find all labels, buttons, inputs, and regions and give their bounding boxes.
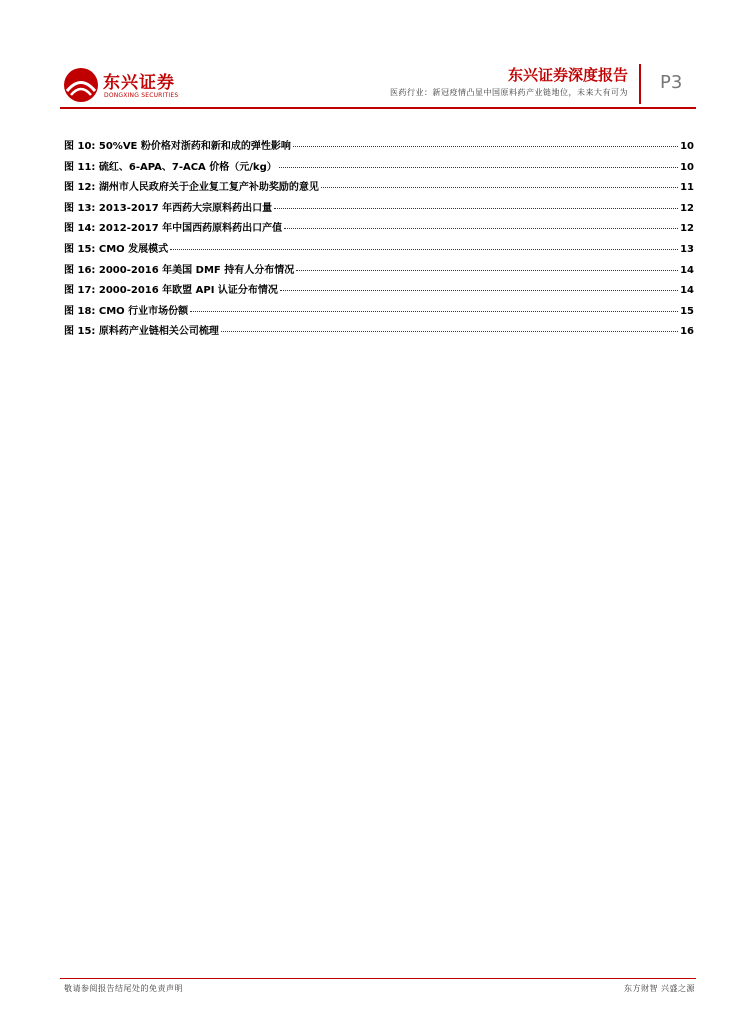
toc-leader [190,311,678,312]
header-rule [60,107,696,109]
toc-entry[interactable] [64,240,694,261]
logo-emblem-icon [62,66,100,104]
toc-entry-label: 图 13: 2013-2017 年西药大宗原料药出口量 [64,202,273,214]
logo-text-en: DONGXING SECURITIES [104,92,179,99]
toc-leader [284,228,678,229]
toc-entry-label: 图 18: CMO 行业市场份额 [64,305,189,317]
company-logo [62,66,192,106]
toc-entry-label: 图 11: 硫红、6-APA、7-ACA 价格（元/kg） [64,161,277,173]
footer-rule [60,978,696,979]
toc-entry-page: 15 [680,305,694,317]
toc-leader [296,270,678,271]
toc-entry-page: 11 [680,182,694,194]
report-subtitle: 医药行业：新冠疫情凸显中国原料药产业链地位，未来大有可为 [390,88,628,97]
toc-entry-label: 图 10: 50%VE 粉价格对浙药和新和成的弹性影响 [64,141,291,152]
toc-entry-label: 图 15: CMO 发展模式 [64,243,169,255]
toc-entry-page: 10 [680,161,694,173]
toc-leader [221,331,678,332]
toc-entry[interactable] [64,178,694,199]
toc-leader [279,167,678,168]
header-divider [639,64,641,104]
company-slogan: 东方财智 兴盛之源 [623,984,695,993]
toc-entry-page: 14 [680,264,694,276]
toc-entry[interactable] [64,199,694,220]
toc-entry-label: 图 17: 2000-2016 年欧盟 API 认证分布情况 [64,285,278,297]
toc-leader [293,146,678,147]
toc-entry[interactable] [64,261,694,282]
toc-entry-label: 图 14: 2012-2017 年中国西药原料药出口产值 [64,223,283,235]
toc-entry-label: 图 16: 2000-2016 年美国 DMF 持有人分布情况 [64,264,295,276]
toc-entry[interactable] [64,302,694,323]
page-header [0,0,755,110]
toc-entry-page: 13 [680,243,694,255]
toc-entry[interactable] [64,158,694,179]
toc-entry-page: 16 [680,326,694,338]
toc-entry[interactable] [64,322,694,343]
page-number: P3 [660,72,683,93]
toc-entry-page: 10 [680,141,694,152]
toc-leader [170,249,678,250]
logo-text-cn: 东兴证券 [103,73,175,93]
toc-entry-page: 14 [680,285,694,297]
toc-entry-page: 12 [680,223,694,235]
toc-leader [274,208,678,209]
figure-index [64,137,694,343]
disclaimer-note: 敬请参阅报告结尾处的免责声明 [64,984,183,993]
toc-entry-label: 图 15: 原料药产业链相关公司梳理 [64,326,219,338]
toc-entry[interactable] [64,281,694,302]
toc-entry-page: 12 [680,202,694,214]
report-title: 东兴证券深度报告 [507,66,628,84]
toc-entry[interactable] [64,137,694,158]
toc-leader [280,290,678,291]
toc-leader [321,187,678,188]
toc-entry-label: 图 12: 湖州市人民政府关于企业复工复产补助奖励的意见 [64,182,319,194]
toc-entry[interactable] [64,219,694,240]
